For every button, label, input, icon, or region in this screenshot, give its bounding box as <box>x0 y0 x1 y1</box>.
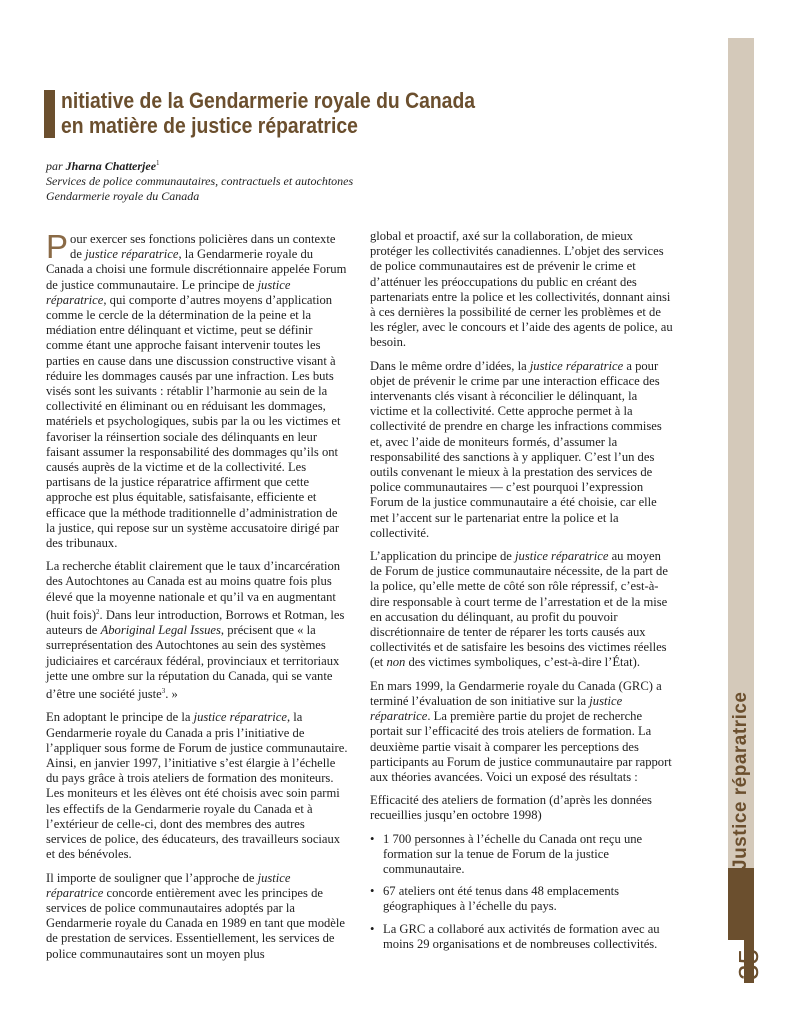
author-footnote-ref: 1 <box>156 159 160 167</box>
paragraph <box>46 710 348 862</box>
bullet-icon: • <box>370 884 375 899</box>
book-title: Aboriginal Legal Issues <box>100 623 221 638</box>
paragraph <box>370 549 673 671</box>
italic-term: justice réparatrice <box>515 549 609 564</box>
author-affiliation-2: Gendarmerie royale du Canada <box>46 189 200 203</box>
italic-term: justice réparatrice <box>370 693 623 724</box>
results-list <box>370 832 673 952</box>
paragraph <box>46 559 348 702</box>
paragraph <box>46 228 348 551</box>
text-run: a pour objet de prévenir le crime par une interaction efficace des intervenants clés visant à réconcilier le délinquant, la victime et la collectivité. Cette approche permet à la collectivité de prendre en charge les infractions commises et, avec l’aide de moniteurs formés, d’assumer la responsabilité des sanctions à y appliquer. C’est l’un des outils convenant le mieux à la prestation des services de police communautaires — c’est pourquoi l’expression Forum de la justice communautaire a été choisie, car elle met l’accent sur le partenariat entre la police et la collectivité. <box>370 358 662 540</box>
author-name: Jharna Chatterjee <box>65 159 157 173</box>
paragraph-dropcap: P <box>46 228 69 265</box>
italic-term: justice réparatrice <box>529 358 624 373</box>
text-run: L’application du principe de <box>370 549 516 564</box>
text-run: . » <box>165 687 178 702</box>
text-run: En adoptant le principe de la <box>46 710 194 725</box>
byline <box>46 156 353 204</box>
text-run: our exercer ses fonctions policières dans un contexte de <box>70 232 336 262</box>
footnote-ref: 2 <box>96 607 100 616</box>
text-run: , précisent que « la surreprésentation des Autochtones au sein des systèmes judiciaires et carcéraux fédéral, provinciaux et territoriaux jette une ombre sur la réputation du Canada, qui se vante d’être une société juste <box>46 623 340 702</box>
article-title <box>44 88 684 138</box>
text-run: . Dans leur introduction, Borrows et Rotman, les auteurs de <box>46 608 345 638</box>
text-run: Il importe de souligner que l’approche de <box>46 870 258 885</box>
bullet-icon: • <box>370 921 375 936</box>
list-item-text: La GRC a collaboré aux activités de formation avec au moins 29 organisations et de nombreuses collectivités. <box>383 921 660 951</box>
text-run: Dans le même ordre d’idées, la <box>370 358 530 373</box>
bullet-icon: • <box>370 831 375 846</box>
list-item-text: 1 700 personnes à l’échelle du Canada ont reçu une formation sur la tenue de Forum de la justice communautaire. <box>383 831 643 876</box>
right-column <box>370 229 673 959</box>
text-run: , la Gendarmerie royale du Canada a pris l’initiative de l’appliquer sous forme de Forum de justice communautaire. Ainsi, en janvier 1997, l’initiative s’est élargie à l’échelle du pays grâce à trois ateliers de formation des moniteurs. Les moniteurs et les élèves ont été choisis avec soin parmi les effectifs de la Gendarmerie royale du Canada et à l’extérieur de celle-ci, dont des membres des autres services de police, des éducateurs, des travailleurs sociaux et des bénévoles. <box>46 710 348 862</box>
text-run: des victimes symboliques, c’est-à-dire l’État). <box>405 655 640 670</box>
text-run: concorde entièrement avec les principes de services de police communautaires adoptés par la Gendarmerie royale du Canada en 1989 en tant que modèle de prestation de services. Essentiellement, les services de police communautaires sont un moyen plus <box>46 885 345 961</box>
list-item-text: 67 ateliers ont été tenus dans 48 emplacements géographiques à l’échelle du pays. <box>383 884 620 914</box>
left-column <box>46 228 348 970</box>
italic-term: justice réparatrice <box>46 277 291 307</box>
paragraph <box>46 871 348 962</box>
paragraph: Efficacité des ateliers de formation (d’après les données recueillies jusqu’en octobre 1998) <box>370 793 652 823</box>
footnote-ref: 3 <box>161 687 166 696</box>
title-line-1: nitiative de la Gendarmerie royale du Canada <box>61 88 476 113</box>
text-run: au moyen de Forum de justice communautaire nécessite, de la part de la police, qu’elle mette de côté son rôle répressif, c’est-à-dire responsable à court terme de l’arrestation et de la mise en accusation du délinquant, au profit du pouvoir discrétionnaire de tenter de réparer les torts causés aux collectivités et de satisfaire les besoins des victimes réelles (et <box>370 549 668 670</box>
text-run: . La première partie du projet de recherche portait sur l’efficacité des trois ateliers de formation. La deuxième partie visait à comparer les perceptions des participants au Forum de justice communautaire par rapport aux théories avancées. Voici un exposé des résultats : <box>370 709 672 784</box>
page-number: 35 <box>733 948 764 980</box>
by-prefix: par <box>46 159 66 173</box>
title-line-2: en matière de justice réparatrice <box>61 113 358 138</box>
list-item <box>370 922 673 952</box>
text-run: La recherche établit clairement que le taux d’incarcération des Autochtones au Canada est au moins quatre fois plus élevé que la moyenne nationale et qu’il va en augmentant (huit fois) <box>46 559 341 623</box>
author-affiliation-1: Services de police communautaires, contractuels et autochtones <box>46 174 354 188</box>
title-dropcap-i <box>44 90 55 138</box>
italic-term: justice réparatrice <box>46 870 291 900</box>
text-run: , qui comporte d’autres moyens d’application comme le cercle de la détermination de la peine et la médiation entre délinquant et victime, peut se définir comme étant une approche faisant intervenir toutes les parties en cause dans une discussion constructive visant à réduire les dommages causés par une infraction. Les buts visés sont les suivants : rétablir l’harmonie au sein de la collectivité en éliminant ou en réduisant les dommages, matériels et psychologiques, subis par la ou les victimes et favoriser la réinsertion sociale des délinquants en leur faisant assumer la responsabilité des dommages qu’ils ont causés auprès de la victime et de la collectivité. Les partisans de la justice réparatrice affirment que cette approche est plus équitable, satisfaisante, efficiente et efficace que la méthode traditionnelle d’administration de la justice, qui repose sur un système accusatoire dirigé par des tribunaux. <box>46 292 341 551</box>
list-item <box>370 884 673 914</box>
text-run: En mars 1999, la Gendarmerie royale du Canada (GRC) a terminé l’évaluation de son initiative sur la <box>370 678 662 708</box>
list-item <box>370 832 673 878</box>
section-label: Justice réparatrice <box>730 691 751 870</box>
paragraph <box>370 679 673 785</box>
paragraph <box>370 359 673 541</box>
paragraph: global et proactif, axé sur la collaboration, de mieux protéger les collectivités canadiennes. L’objet des services de police communautaires est de prévenir le crime et d’atténuer les préoccupations du public en créant des partenariats entre la police et les collectivités, donnant ainsi à ces dernières la possibilité de cerner les problèmes et de les régler, avec le concours et l’aide des agents de police, au besoin. <box>370 229 673 350</box>
italic-term: non <box>386 655 406 670</box>
italic-term: justice réparatrice <box>193 710 287 725</box>
text-run: , la Gendarmerie royale du Canada a choisi une formule discrétionnaire appelée Forum de justice communautaire. Le principe de <box>46 247 347 292</box>
italic-term: justice réparatrice <box>85 247 179 262</box>
